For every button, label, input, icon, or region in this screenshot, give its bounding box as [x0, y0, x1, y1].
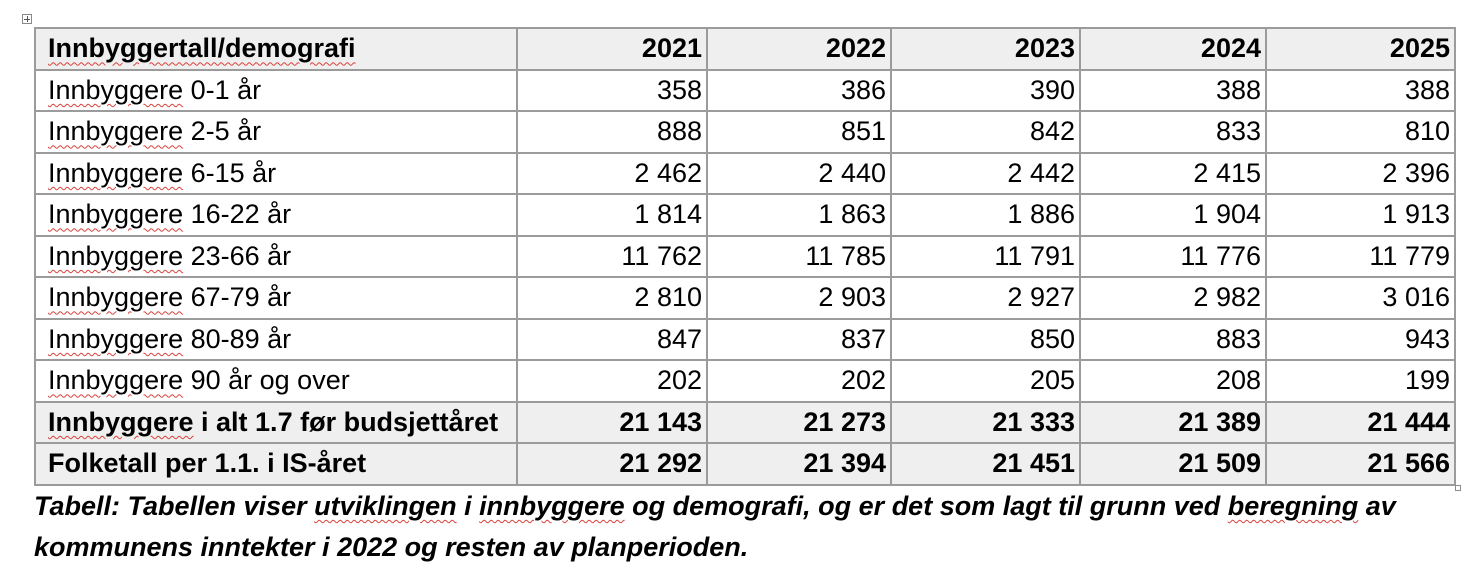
table-row	[35, 236, 1455, 278]
table-cell: 205	[891, 360, 1080, 402]
row-label-prefix: Innbyggere	[48, 323, 184, 354]
total-cell: 21 333	[891, 402, 1080, 444]
row-label-prefix: Innbyggere	[48, 116, 184, 147]
row-label	[35, 360, 517, 402]
table-row	[35, 153, 1455, 195]
row-label-suffix: 67-79 år	[183, 282, 292, 313]
total-cell: 21 444	[1266, 402, 1455, 444]
total-cell: 21 389	[1080, 402, 1266, 444]
table-cell: 2 927	[891, 277, 1080, 319]
table-cell: 2 442	[891, 153, 1080, 195]
row-label-prefix: Innbyggere	[48, 240, 184, 271]
table-cell: 833	[1080, 111, 1266, 153]
table-cell: 2 415	[1080, 153, 1266, 195]
header-year: 2021	[517, 28, 707, 70]
table-cell: 208	[1080, 360, 1266, 402]
caption-text: Tabell: Tabellen viser	[34, 491, 315, 521]
table-row	[35, 360, 1455, 402]
table-caption	[34, 486, 1464, 568]
row-label-suffix: 90 år og over	[183, 365, 350, 396]
table-cell: 850	[891, 319, 1080, 361]
total-label-suffix: Folketall per 1.1. i IS-året	[48, 448, 367, 479]
table-cell: 358	[517, 70, 707, 112]
table-cell: 2 440	[707, 153, 891, 195]
table-total-row	[35, 402, 1455, 444]
table-cell: 11 779	[1266, 236, 1455, 278]
table-cell: 2 396	[1266, 153, 1455, 195]
row-label-prefix: Innbyggere	[48, 282, 184, 313]
total-cell: 21 143	[517, 402, 707, 444]
table-cell: 11 776	[1080, 236, 1266, 278]
row-label-suffix: 0-1 år	[183, 74, 262, 105]
table-cell: 1 886	[891, 194, 1080, 236]
table-cell: 1 904	[1080, 194, 1266, 236]
row-label	[35, 70, 517, 112]
row-label-prefix: Innbyggere	[48, 157, 184, 188]
row-label	[35, 319, 517, 361]
row-label-suffix: 6-15 år	[183, 157, 277, 188]
total-cell: 21 451	[891, 443, 1080, 485]
row-label-suffix: 16-22 år	[183, 199, 292, 230]
demography-table	[34, 27, 1456, 486]
caption-line-2: kommunens inntekter i 2022 og resten av planperioden.	[34, 532, 749, 562]
total-cell: 21 273	[707, 402, 891, 444]
table-cell: 842	[891, 111, 1080, 153]
table-row	[35, 194, 1455, 236]
row-label-prefix: Innbyggere	[48, 365, 184, 396]
table-cell: 847	[517, 319, 707, 361]
caption-text: innbyggere	[479, 491, 625, 521]
table-cell: 2 982	[1080, 277, 1266, 319]
row-label	[35, 194, 517, 236]
table-cell: 11 785	[707, 236, 891, 278]
row-label	[35, 111, 517, 153]
caption-text: i	[456, 491, 480, 521]
table-cell: 1 863	[707, 194, 891, 236]
table-cell: 202	[517, 360, 707, 402]
table-cell: 1 913	[1266, 194, 1455, 236]
caption-text: av	[1358, 491, 1396, 521]
table-header-row	[35, 28, 1455, 70]
table-cell: 199	[1266, 360, 1455, 402]
total-label	[35, 443, 517, 485]
row-label-suffix: 80-89 år	[183, 323, 292, 354]
header-year: 2025	[1266, 28, 1455, 70]
table-row	[35, 70, 1455, 112]
row-label-suffix: 2-5 år	[183, 116, 262, 147]
table-cell: 386	[707, 70, 891, 112]
row-label-prefix: Innbyggere	[48, 199, 184, 230]
caption-text: og demografi, og er det som lagt til grunn ved	[624, 491, 1228, 521]
table-row	[35, 319, 1455, 361]
table-total-row	[35, 443, 1455, 485]
table-cell: 837	[707, 319, 891, 361]
table-cell: 3 016	[1266, 277, 1455, 319]
table-cell: 883	[1080, 319, 1266, 361]
total-label-prefix: Innbyggere	[48, 406, 194, 437]
row-label	[35, 236, 517, 278]
table-cell: 2 903	[707, 277, 891, 319]
table-row	[35, 277, 1455, 319]
caption-text: beregning	[1227, 491, 1359, 521]
header-year: 2024	[1080, 28, 1266, 70]
row-label-prefix: Innbyggere	[48, 74, 184, 105]
total-label	[35, 402, 517, 444]
row-label-suffix: 23-66 år	[183, 240, 292, 271]
total-label-suffix: i alt 1.7 før budsjettåret	[193, 406, 499, 437]
row-label	[35, 277, 517, 319]
total-cell: 21 509	[1080, 443, 1266, 485]
table-cell: 943	[1266, 319, 1455, 361]
table-cell: 388	[1080, 70, 1266, 112]
caption-text: utviklingen	[314, 491, 457, 521]
table-cell: 851	[707, 111, 891, 153]
row-label	[35, 153, 517, 195]
table-cell: 2 810	[517, 277, 707, 319]
table-cell: 1 814	[517, 194, 707, 236]
table-cell: 11 791	[891, 236, 1080, 278]
table-cell: 202	[707, 360, 891, 402]
table-cell: 2 462	[517, 153, 707, 195]
caption-line-1	[34, 486, 1464, 527]
table-cell: 390	[891, 70, 1080, 112]
header-label-text: Innbyggertall/demografi	[48, 33, 356, 64]
table-move-handle-icon[interactable]	[22, 14, 32, 24]
header-year: 2022	[707, 28, 891, 70]
table-cell: 11 762	[517, 236, 707, 278]
header-label	[35, 28, 517, 70]
table-row	[35, 111, 1455, 153]
table-cell: 888	[517, 111, 707, 153]
table-cell: 388	[1266, 70, 1455, 112]
total-cell: 21 292	[517, 443, 707, 485]
total-cell: 21 566	[1266, 443, 1455, 485]
table-cell: 810	[1266, 111, 1455, 153]
total-cell: 21 394	[707, 443, 891, 485]
header-year: 2023	[891, 28, 1080, 70]
